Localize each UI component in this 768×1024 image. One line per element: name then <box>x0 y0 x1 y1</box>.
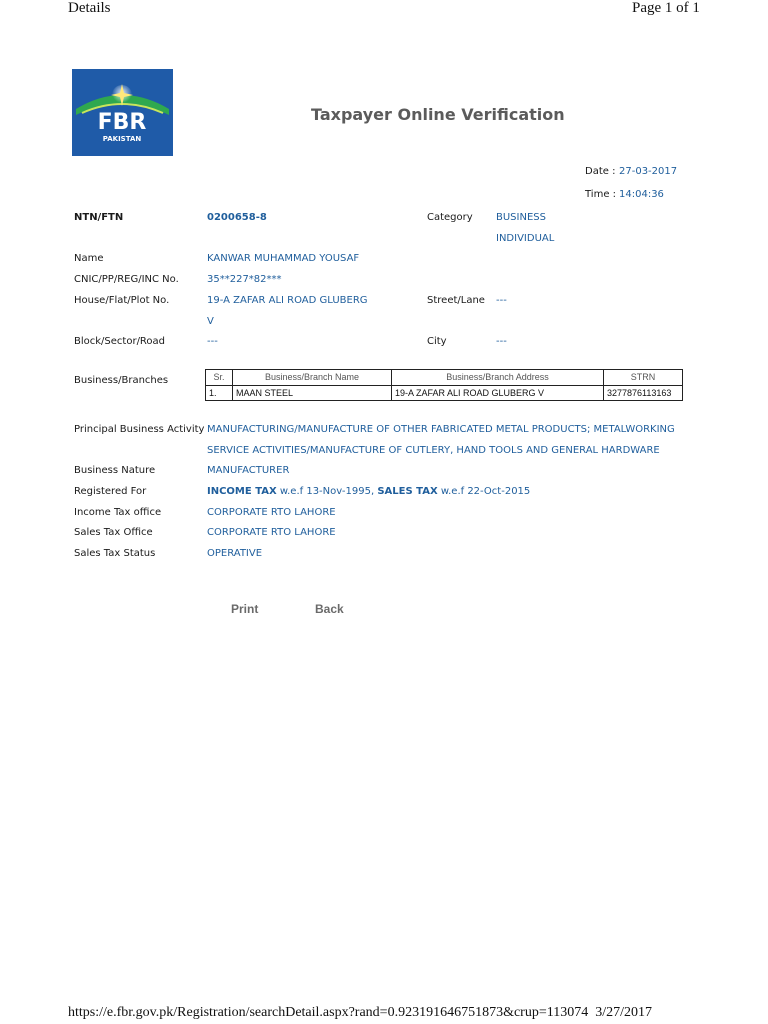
time-label: Time : <box>585 189 617 200</box>
house-value-line1: 19-A ZAFAR ALI ROAD GLUBERG <box>207 295 368 306</box>
ntn-label: NTN/FTN <box>74 212 124 223</box>
branches-table-header <box>206 370 683 386</box>
name-value: KANWAR MUHAMMAD YOUSAF <box>207 253 360 264</box>
city-value: --- <box>496 336 507 347</box>
print-date: 3/27/2017 <box>595 1005 652 1020</box>
branches-header-strn: STRN <box>604 370 683 386</box>
city-label: City <box>427 336 447 347</box>
branches-header-address: Business/Branch Address <box>392 370 604 386</box>
print-header-title: Details <box>68 0 111 16</box>
print-button[interactable]: Print <box>231 602 259 616</box>
table-row <box>206 385 683 401</box>
income-office-value: CORPORATE RTO LAHORE <box>207 507 336 518</box>
nature-label: Business Nature <box>74 465 156 476</box>
block-value: --- <box>207 336 218 347</box>
time-value: 14:04:36 <box>619 189 664 200</box>
svg-text:PAKISTAN: PAKISTAN <box>102 135 142 143</box>
ntn-value: 0200658-8 <box>207 212 267 223</box>
back-button[interactable]: Back <box>315 602 344 616</box>
branches-table <box>205 369 683 401</box>
svg-text:FBR: FBR <box>97 110 147 135</box>
category-label: Category <box>427 212 473 223</box>
cnic-label: CNIC/PP/REG/INC No. <box>74 274 179 285</box>
street-value: --- <box>496 295 507 306</box>
sales-office-label: Sales Tax Office <box>74 527 153 538</box>
branches-header-name: Business/Branch Name <box>233 370 392 386</box>
date-value: 27-03-2017 <box>619 166 678 177</box>
branch-sr: 1. <box>206 385 233 401</box>
sales-office-value: CORPORATE RTO LAHORE <box>207 527 336 538</box>
block-label: Block/Sector/Road <box>74 336 166 347</box>
print-header-page-number: Page 1 of 1 <box>632 0 700 16</box>
branch-strn: 3277876113163 <box>604 385 683 401</box>
activity-value-line2: SERVICE ACTIVITIES/MANUFACTURE OF CUTLERY, HAND TOOLS AND GENERAL HARDWARE <box>207 445 660 456</box>
branch-name: MAAN STEEL <box>233 385 392 401</box>
house-label: House/Flat/Plot No. <box>74 295 170 306</box>
registered-label: Registered For <box>74 486 147 497</box>
page-url: https://e.fbr.gov.pk/Registration/searchDetail.aspx?rand=0.923191646751873&crup=113074 <box>68 1005 589 1020</box>
street-label: Street/Lane <box>427 295 485 306</box>
branch-address: 19-A ZAFAR ALI ROAD GLUBERG V <box>392 385 604 401</box>
cnic-value: 35**227*82*** <box>207 274 282 285</box>
house-value-line2: V <box>207 316 214 327</box>
branches-header-sr: Sr. <box>206 370 233 386</box>
sales-tax-registration: SALES TAX <box>377 486 438 497</box>
print-footer <box>68 1005 652 1021</box>
activity-label: Principal Business Activity <box>74 424 205 435</box>
income-office-label: Income Tax office <box>74 507 162 518</box>
income-tax-registration: INCOME TAX <box>207 486 277 497</box>
category-value-line1: BUSINESS <box>496 212 546 223</box>
name-label: Name <box>74 253 104 264</box>
sales-tax-date: w.e.f 22-Oct-2015 <box>437 486 531 497</box>
activity-value-line1: MANUFACTURING/MANUFACTURE OF OTHER FABRICATED METAL PRODUCTS; METALWORKING <box>207 424 675 435</box>
fbr-logo <box>72 69 173 156</box>
nature-value: MANUFACTURER <box>207 465 290 476</box>
page-title: Taxpayer Online Verification <box>311 105 565 124</box>
sales-status-label: Sales Tax Status <box>74 548 156 559</box>
sales-status-value: OPERATIVE <box>207 548 263 559</box>
income-tax-date: w.e.f 13-Nov-1995, <box>276 486 378 497</box>
category-value-line2: INDIVIDUAL <box>496 233 555 244</box>
registered-value <box>207 486 530 497</box>
date-label: Date : <box>585 166 616 177</box>
branches-label: Business/Branches <box>74 375 169 386</box>
